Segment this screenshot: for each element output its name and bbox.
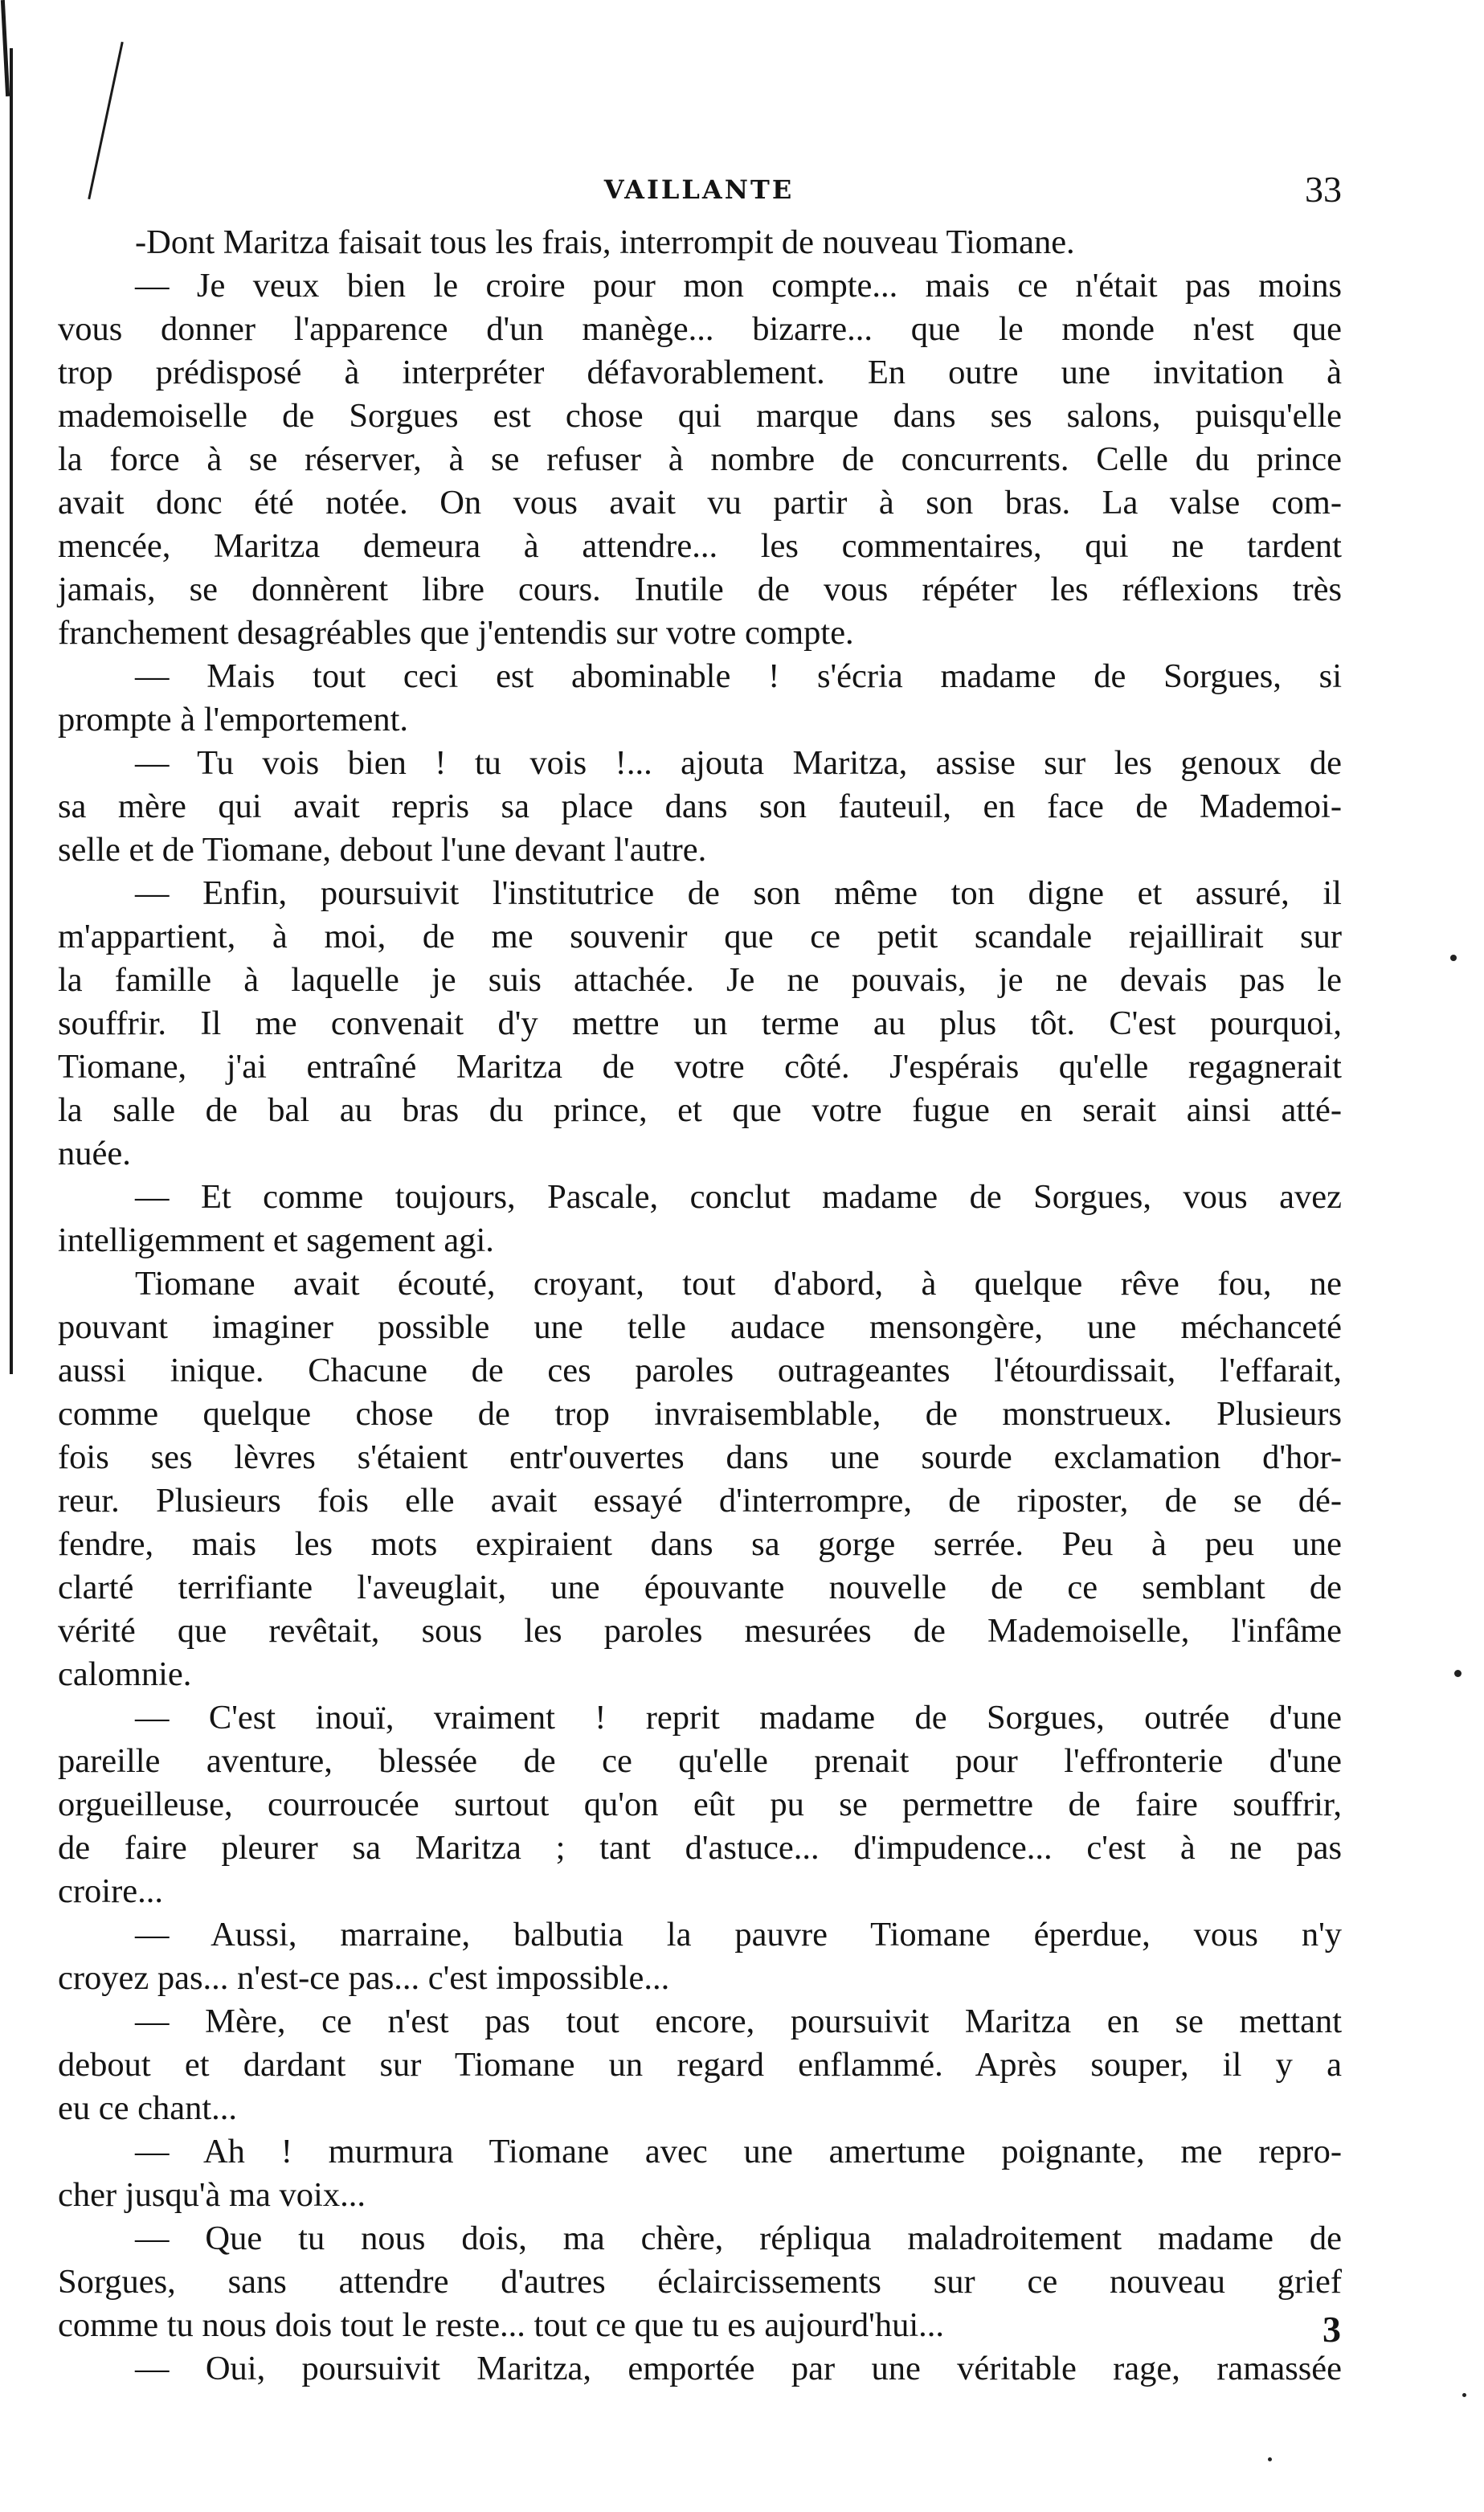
text-line: — Ah ! murmura Tiomane avec une amertume poignante, me repro-: [135, 2133, 1342, 2170]
text-line: — Et comme toujours, Pascale, conclut madame de Sorgues, vous avez: [135, 1178, 1342, 1216]
text-line: Tiomane, j'ai entraîné Maritza de votre côté. J'espérais qu'elle regagnerait: [58, 1048, 1342, 1086]
binding-edge-line: [10, 48, 13, 1374]
text-line: — Aussi, marraine, balbutia la pauvre Tiomane éperdue, vous n'y: [135, 1916, 1342, 1954]
text-line: mencée, Maritza demeura à attendre... les commentaires, qui ne tardent: [58, 527, 1342, 565]
text-line: la famille à laquelle je suis attachée. Je ne pouvais, je ne devais pas le: [58, 961, 1342, 999]
page-number: 33: [1305, 169, 1342, 210]
scan-speck: [1462, 2393, 1466, 2397]
text-line: orgueilleuse, courroucée surtout qu'on eût pu se permettre de faire souffrir,: [58, 1786, 1342, 1823]
text-line: prompte à l'emportement.: [58, 701, 409, 738]
text-line: m'appartient, à moi, de me souvenir que ce petit scandale rejaillirait sur: [58, 918, 1342, 955]
text-line: — Je veux bien le croire pour mon compte... mais ce n'était pas moins: [135, 267, 1342, 305]
text-line: pareille aventure, blessée de ce qu'elle prenait pour l'effronterie d'une: [58, 1742, 1342, 1780]
text-line: sa mère qui avait repris sa place dans son fauteuil, en face de Mademoi-: [58, 788, 1342, 825]
scan-speck: [1454, 1670, 1462, 1677]
text-line: croire...: [58, 1872, 163, 1910]
text-line: reur. Plusieurs fois elle avait essayé d'interrompre, de riposter, de se dé-: [58, 1482, 1342, 1520]
text-line: intelligemment et sagement agi.: [58, 1221, 494, 1259]
text-line: — C'est inouï, vraiment ! reprit madame de Sorgues, outrée d'une: [135, 1699, 1342, 1737]
text-line: jamais, se donnèrent libre cours. Inutile de vous répéter les réflexions très: [58, 571, 1342, 608]
text-line: cher jusqu'à ma voix...: [58, 2176, 366, 2214]
text-line: — Que tu nous dois, ma chère, répliqua maladroitement madame de: [135, 2219, 1342, 2257]
text-line: vous donner l'apparence d'un manège... bizarre... que le monde n'est que: [58, 310, 1342, 348]
text-line: selle et de Tiomane, debout l'une devant l'autre.: [58, 831, 707, 869]
running-title: VAILLANTE: [603, 174, 795, 205]
body-text: [58, 221, 1342, 2387]
text-line: de faire pleurer sa Maritza ; tant d'astuce... d'impudence... c'est à ne pas: [58, 1829, 1342, 1867]
text-line: la salle de bal au bras du prince, et que votre fugue en serait ainsi atté-: [58, 1091, 1342, 1129]
page-header: [56, 165, 1342, 221]
text-line: — Oui, poursuivit Maritza, emportée par une véritable rage, ramassée: [135, 2350, 1342, 2387]
text-line: — Tu vois bien ! tu vois !... ajouta Maritza, assise sur les genoux de: [135, 744, 1342, 782]
text-line: vérité que revêtait, sous les paroles mesurées de Mademoiselle, l'infâme: [58, 1612, 1342, 1650]
text-line: pouvant imaginer possible une telle audace mensongère, une méchanceté: [58, 1308, 1342, 1346]
text-line: Sorgues, sans attendre d'autres éclaircissements sur ce nouveau grief: [58, 2263, 1342, 2301]
text-line: eu ce chant...: [58, 2089, 238, 2127]
text-line: clarté terrifiante l'aveuglait, une épouvante nouvelle de ce semblant de: [58, 1569, 1342, 1606]
text-line: — Mère, ce n'est pas tout encore, poursuivit Maritza en se mettant: [135, 2003, 1342, 2040]
scan-speck: [1450, 955, 1457, 961]
text-line: croyez pas... n'est-ce pas... c'est impossible...: [58, 1959, 670, 1997]
text-line: mademoiselle de Sorgues est chose qui marque dans ses salons, puisqu'elle: [58, 397, 1342, 435]
text-line: calomnie.: [58, 1655, 192, 1693]
text-line: avait donc été notée. On vous avait vu partir à son bras. La valse com-: [58, 484, 1342, 522]
text-line: — Enfin, poursuivit l'institutrice de son même ton digne et assuré, il: [135, 874, 1342, 912]
text-line: comme quelque chose de trop invraisemblable, de monstrueux. Plusieurs: [58, 1395, 1342, 1433]
text-line: aussi inique. Chacune de ces paroles outrageantes l'étourdissait, l'effarait,: [58, 1352, 1342, 1389]
text-line: — Mais tout ceci est abominable ! s'écria madame de Sorgues, si: [135, 657, 1342, 695]
text-line: souffrir. Il me convenait d'y mettre un terme au plus tôt. C'est pourquoi,: [58, 1004, 1342, 1042]
binding-edge-line: [1, 0, 10, 96]
text-line: fois ses lèvres s'étaient entr'ouvertes dans une sourde exclamation d'hor-: [58, 1438, 1342, 1476]
text-line: fendre, mais les mots expiraient dans sa gorge serrée. Peu à peu une: [58, 1525, 1342, 1563]
text-line: nuée.: [58, 1135, 131, 1172]
text-line: debout et dardant sur Tiomane un regard enflammé. Après souper, il y a: [58, 2046, 1342, 2084]
text-line: -Dont Maritza faisait tous les frais, interrompit de nouveau Tiomane.: [135, 223, 1075, 261]
text-line: trop prédisposé à interpréter défavorablement. En outre une invitation à: [58, 354, 1342, 391]
text-line: comme tu nous dois tout le reste... tout ce que tu es aujourd'hui...: [58, 2306, 945, 2344]
scan-speck: [1268, 2457, 1272, 2461]
signature-mark: 3: [1323, 2309, 1341, 2350]
text-line: franchement desagréables que j'entendis sur votre compte.: [58, 614, 854, 652]
text-line: la force à se réserver, à se refuser à nombre de concurrents. Celle du prince: [58, 440, 1342, 478]
text-line: Tiomane avait écouté, croyant, tout d'abord, à quelque rêve fou, ne: [135, 1265, 1342, 1303]
